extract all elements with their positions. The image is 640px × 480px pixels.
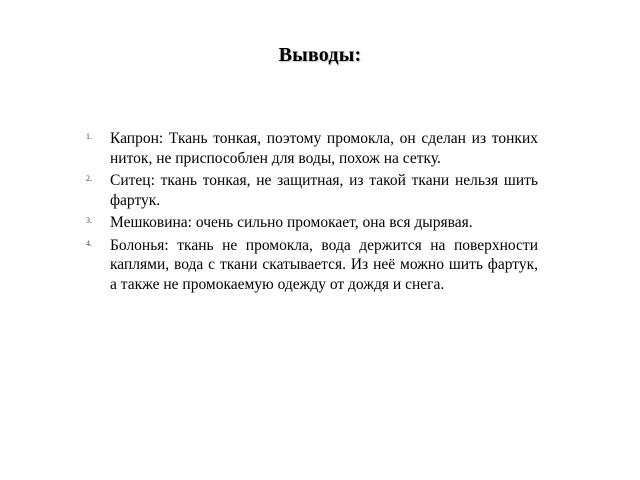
list-item-text: Болонья: ткань не промокла, вода держится на поверхности каплями, вода с ткани скатывается. Из неё можно шить фартук, а также не промокаемую одежду от дождя и снега. bbox=[110, 236, 538, 293]
list-item-text: Капрон: Ткань тонкая, поэтому промокла, он сделан из тонких ниток, не приспособлен для воды, похож на сетку. bbox=[110, 130, 538, 167]
list-item bbox=[80, 129, 538, 168]
list-item-number: 1. bbox=[86, 132, 92, 141]
list-item-text: Мешковина: очень сильно промокает, она вся дырявая. bbox=[110, 214, 473, 231]
list-item bbox=[80, 236, 538, 295]
conclusions-list bbox=[80, 129, 538, 294]
list-item bbox=[80, 171, 538, 210]
list-item bbox=[80, 213, 538, 233]
list-item-number: 2. bbox=[86, 174, 92, 183]
list-item-number: 4. bbox=[86, 238, 92, 248]
slide-title: Выводы: bbox=[278, 44, 362, 66]
list-item-text: Ситец: ткань тонкая, не защитная, из такой ткани нельзя шить фартук. bbox=[110, 172, 538, 209]
list-item-number: 3. bbox=[86, 216, 92, 225]
